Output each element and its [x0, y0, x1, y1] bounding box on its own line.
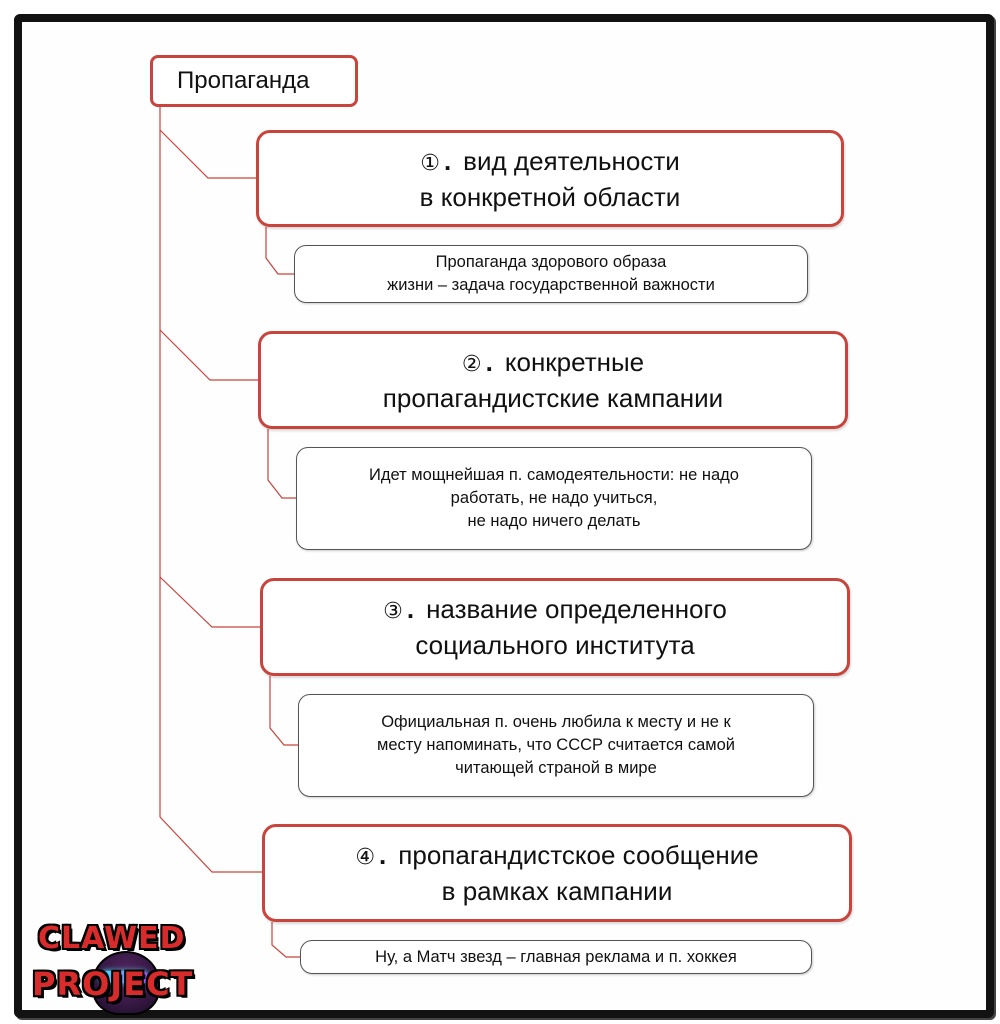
example-2-text: Идет мощнейшая п. самодеятельности: не надо работать, не надо учиться, не надо ничего делать	[369, 466, 739, 530]
meaning-1-line-2: в конкретной области	[419, 181, 681, 212]
number-icon-2: ②	[461, 351, 482, 376]
meaning-4-line-1: ④ . пропагандистское сообщение	[355, 840, 759, 870]
example-1-text: Пропаганда здорового образа жизни – задача государственной важности	[387, 253, 715, 294]
watermark-logo	[30, 915, 220, 1015]
sub-line-2	[268, 429, 296, 498]
number-icon-3: ③	[383, 598, 403, 623]
example-box-4	[300, 940, 812, 974]
example-box-1	[294, 245, 808, 303]
meaning-2-line-1: ② . конкретные	[461, 347, 645, 377]
meaning-3-line-1: ③ . название определенного	[383, 594, 727, 624]
branch-line-3	[160, 577, 260, 627]
sub-line-3	[270, 676, 298, 745]
number-icon-4: ④	[355, 844, 376, 869]
example-box-3	[298, 694, 814, 797]
meaning-3-line-2: социального института	[415, 630, 695, 660]
meaning-1-line-1: ① . вид деятельности	[420, 145, 680, 176]
meaning-box-4	[262, 824, 852, 922]
meaning-2-line-2: пропагандистские кампании	[382, 383, 724, 413]
meaning-4-line-2: в рамках кампании	[441, 876, 673, 906]
meaning-box-3	[260, 578, 850, 676]
number-icon-1: ①	[420, 149, 440, 175]
example-3-text: Официальная п. очень любила к месту и не к месту напоминать, что СССР считается самой читающей страной в мире	[377, 713, 735, 777]
watermark-top-text: CLAWED	[38, 921, 186, 956]
example-box-2	[296, 447, 812, 550]
meaning-box-1	[256, 130, 844, 227]
branch-line-1	[160, 130, 256, 178]
branch-line-4	[160, 817, 262, 872]
example-4-text: Ну, а Матч звезд – главная реклама и п. хоккея	[375, 947, 737, 966]
sub-line-4	[272, 922, 300, 957]
root-label: Пропаганда	[177, 67, 310, 94]
meaning-box-2	[258, 331, 848, 429]
branch-line-2	[160, 330, 258, 380]
root-node	[150, 55, 358, 107]
sub-line-1	[266, 227, 294, 274]
watermark-bottom-text: PROJECT	[32, 965, 194, 1003]
